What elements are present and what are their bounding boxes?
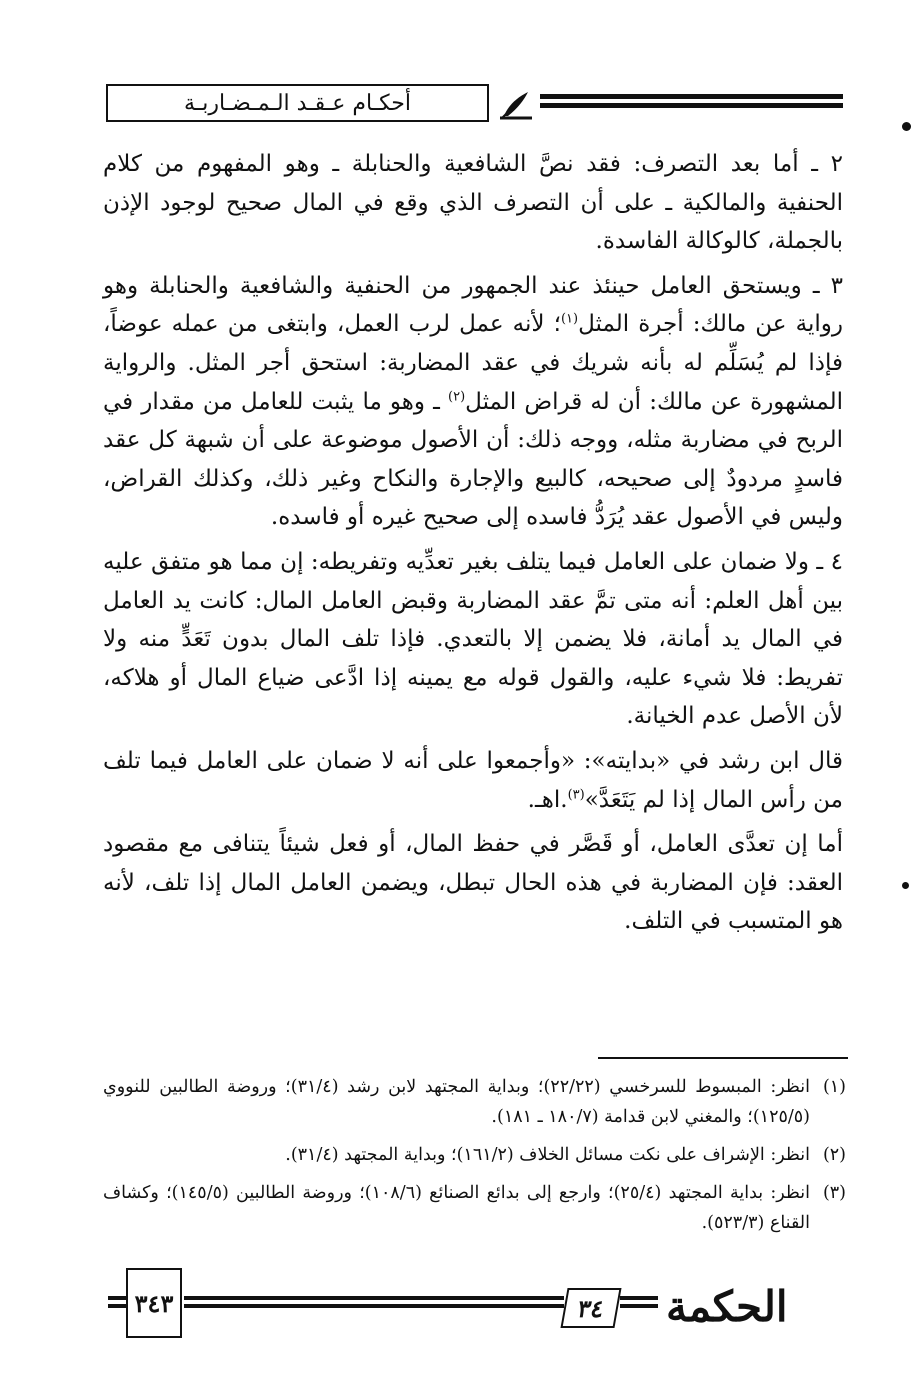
header-rule xyxy=(540,94,843,116)
magazine-logo-text: الحكمة xyxy=(666,1281,788,1331)
paragraph-4: ٤ ـ ولا ضمان على العامل فيما يتلف بغير تعدِّيه وتفريطه: إن مما هو متفق عليه بين أهل العلم: أنه متى تمَّ عقد المضاربة وقبض العامل المال: كانت يد العامل في المال يد أمانة، فلا يضمن إلا بالتعدي. فإذا تلف المال بدون تَعَدٍّ منه ولا تفريط: فلا شيء عليه، والقول قوله مع يمينه إذا ادَّعى ضياع المال أو هلاكه، لأن الأصل عدم الخيانة. xyxy=(103,548,843,730)
main-text xyxy=(103,145,843,947)
paragraph-3-part-3: ـ وهو ما يثبت للعامل من مقدار في الربح في مضاربة مثله، ووجه ذلك: أن الأصول موضوعة على أن شبهة كل عقد فاسدٍ مردودٌ إلى صحيحه، كالبيع والإجارة والنكاح وغير ذلك، وكذلك القراض، وليس في الأصول عقد يُرَدُّ فاسده إلى صحيح غيره أو فاسده. xyxy=(103,388,843,531)
margin-bullet-top xyxy=(902,122,911,131)
footnote-number: (٣) xyxy=(822,1183,846,1203)
margin-bullet-side xyxy=(902,882,909,889)
running-header-title: أحكـام عـقـد الـمـضـاربـة xyxy=(184,90,411,116)
footnote-3 xyxy=(103,1178,846,1238)
footer-rule-right xyxy=(620,1296,658,1320)
magazine-logo xyxy=(666,1278,846,1334)
paragraph-2: ٢ ـ أما بعد التصرف: فقد نصَّ الشافعية والحنابلة ـ وهو المفهوم من كلام الحنفية والمالكية ـ على أن التصرف الذي وقع في المال صحيح لوجود الإذن بالجملة، كالوكالة الفاسدة. xyxy=(103,151,843,255)
footnotes xyxy=(103,1072,846,1246)
footnote-text: انظر: المبسوط للسرخسي (٢٢/٢٢)؛ وبداية المجتهد لابن رشد (٣١/٤)؛ وروضة الطالبين للنووي (١٢٥/٥)؛ والمغني لابن قدامة (١٨٠/٧ ـ ١٨١). xyxy=(103,1077,810,1127)
page-number-box xyxy=(126,1268,182,1338)
paragraph-3-part-2: ؛ لأنه عمل لرب العمل، وابتغى من عمله عوضاً، فإذا لم يُسَلِّم له بأنه شريك في عقد المضاربة: استحق أجر المثل. والرواية المشهورة عن مالك: أن له قراض المثل xyxy=(103,311,843,415)
footnote-separator xyxy=(598,1057,848,1059)
footer-rule-middle xyxy=(184,1296,564,1320)
issue-number-box xyxy=(560,1288,621,1328)
footer-rule-left xyxy=(108,1296,126,1320)
footnote-1 xyxy=(103,1072,846,1132)
footnote-text: انظر: بداية المجتهد (٢٥/٤)؛ وارجع إلى بدائع الصنائع (١٠٨/٦)؛ وروضة الطالبين (١٤٥/٥)؛ وكشاف القناع (٥٢٣/٣). xyxy=(103,1183,810,1233)
footnote-number: (٢) xyxy=(822,1145,846,1165)
running-header xyxy=(106,84,489,122)
paragraph-quote xyxy=(103,742,843,819)
issue-number: ٣٤ xyxy=(575,1293,607,1323)
footnote-ref-2[interactable]: (٢) xyxy=(448,388,466,404)
quote-end: .اهـ. xyxy=(527,786,568,813)
footnote-text: انظر: الإشراف على نكت مسائل الخلاف (١٦١/٢)؛ وبداية المجتهد (٣١/٤). xyxy=(285,1145,810,1165)
page-number: ٣٤٣ xyxy=(134,1288,174,1318)
footnote-2 xyxy=(103,1140,846,1170)
quote-text: قال ابن رشد في «بدايته»: «وأجمعوا على أنه لا ضمان على العامل فيما تلف من رأس المال إذا لم يَتَعَدَّ» xyxy=(103,747,843,813)
paragraph-3 xyxy=(103,267,843,537)
footnote-ref-1[interactable]: (١) xyxy=(560,311,579,327)
paragraph-5: أما إن تعدَّى العامل، أو قَصَّر في حفظ المال، أو فعل شيئاً يتنافى مع مقصود العقد: فإن المضاربة في هذه الحال تبطل، ويضمن العامل المال إذا تلف، لأنه هو المتسبب في التلف. xyxy=(103,831,843,935)
footnote-ref-3[interactable]: (٣) xyxy=(567,786,585,802)
paragraph-3-part-1: ٣ ـ ويستحق العامل حينئذ عند الجمهور من الحنفية والشافعية والحنابلة وهو رواية عن مالك: أجرة المثل xyxy=(103,272,843,338)
quill-pen-icon xyxy=(494,88,538,122)
footnote-number: (١) xyxy=(822,1077,846,1097)
